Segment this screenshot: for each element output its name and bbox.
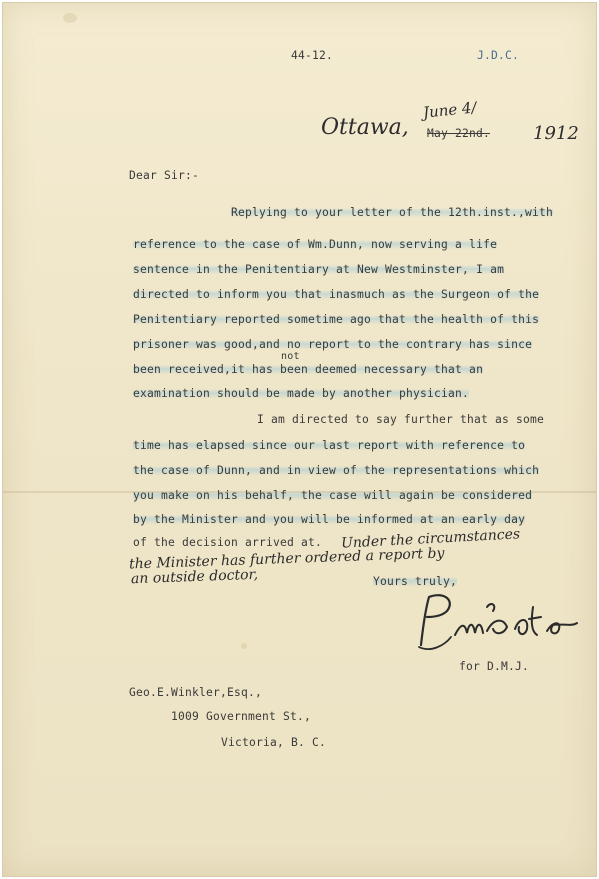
closing: Yours truly, bbox=[373, 575, 458, 588]
file-number: 44-12. bbox=[291, 49, 334, 62]
body-line: by the Minister and you will be informed at an early day bbox=[133, 513, 526, 526]
handwritten-note-line: Under the circumstances bbox=[340, 526, 521, 552]
year: 1912 bbox=[533, 123, 579, 144]
body-line: Replying to your letter of the 12th.inst.,with bbox=[231, 206, 554, 219]
addressee-city: Victoria, B. C. bbox=[221, 736, 327, 749]
body-line: directed to inform you that inasmuch as the Surgeon of the bbox=[133, 288, 540, 301]
addressee-name: Geo.E.Winkler,Esq., bbox=[129, 686, 263, 699]
letter-page bbox=[2, 2, 597, 877]
body-line: you make on his behalf, the case will again be considered bbox=[133, 489, 533, 502]
paper-stain bbox=[63, 13, 77, 23]
clerk-initials: J.D.C. bbox=[477, 49, 520, 62]
body-line: time has elapsed since our last report with reference to bbox=[133, 439, 526, 452]
inserted-word: not bbox=[281, 351, 300, 362]
typed-date: May 22nd. bbox=[427, 127, 491, 140]
handwritten-note-line: an outside doctor, bbox=[130, 566, 259, 588]
body-line: Penitentiary reported sometime ago that the health of this bbox=[133, 313, 540, 326]
signature-image bbox=[411, 587, 583, 659]
paper-stain bbox=[241, 643, 247, 649]
place-name: Ottawa, bbox=[321, 115, 409, 140]
body-line: reference to the case of Wm.Dunn, now serving a life bbox=[133, 238, 498, 251]
body-line: I am directed to say further that as some bbox=[257, 413, 545, 426]
body-line: been received,it has been deemed necessary that an bbox=[133, 363, 484, 376]
handwritten-note-line: the Minister has further ordered a report by bbox=[128, 545, 445, 573]
handwritten-date: June 4/ bbox=[422, 98, 478, 122]
body-line: the case of Dunn, and in view of the representations which bbox=[133, 464, 540, 477]
salutation: Dear Sir:- bbox=[129, 169, 200, 182]
addressee-street: 1009 Government St., bbox=[171, 710, 312, 723]
body-line: sentence in the Penitentiary at New Westminster, I am bbox=[133, 263, 505, 276]
body-line: prisoner was good,and no report to the contrary has since bbox=[133, 338, 533, 351]
body-line: of the decision arrived at. bbox=[133, 536, 323, 549]
signed-for: for D.M.J. bbox=[459, 660, 530, 673]
body-line: examination should be made by another physician. bbox=[133, 387, 470, 400]
